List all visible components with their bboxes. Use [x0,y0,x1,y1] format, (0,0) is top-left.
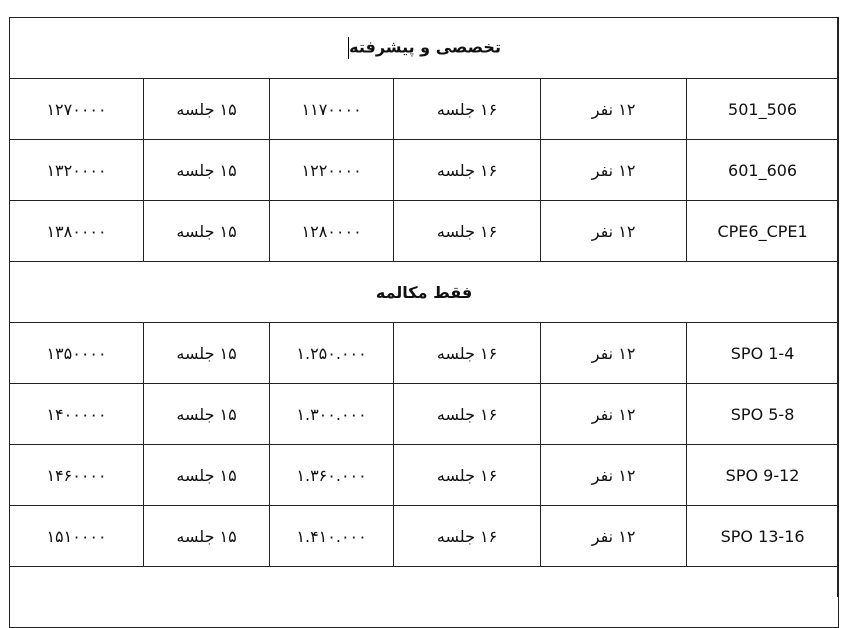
course-code-cell[interactable]: CPE6_CPE1 [687,201,839,262]
table-row [10,79,839,140]
price-b-cell[interactable]: ۱۳۵۰۰۰۰ [10,323,144,384]
course-code-cell[interactable]: 501_506 [687,79,839,140]
sessions-b-cell[interactable]: ۱۵ جلسه [144,384,270,445]
capacity-cell[interactable]: ۱۲ نفر [541,506,687,567]
capacity-cell[interactable]: ۱۲ نفر [541,384,687,445]
sessions-a-cell[interactable]: ۱۶ جلسه [394,140,541,201]
price-b-cell[interactable]: ۱۴۰۰۰۰۰ [10,384,144,445]
course-code-cell[interactable]: SPO 1-4 [687,323,839,384]
price-a-cell[interactable]: ۱.۳۰۰.۰۰۰ [270,384,394,445]
course-code-cell[interactable]: SPO 5-8 [687,384,839,445]
section-title: تخصصی و پیشرفته [349,37,501,57]
course-code-cell[interactable]: SPO 13-16 [687,506,839,567]
table-row [10,506,839,567]
price-a-cell[interactable]: ۱۱۷۰۰۰۰ [270,79,394,140]
sessions-a-cell[interactable]: ۱۶ جلسه [394,323,541,384]
capacity-cell[interactable]: ۱۲ نفر [541,201,687,262]
table-row [10,140,839,201]
table-row [10,201,839,262]
sessions-b-cell[interactable]: ۱۵ جلسه [144,140,270,201]
sessions-a-cell[interactable]: ۱۶ جلسه [394,79,541,140]
sessions-b-cell[interactable]: ۱۵ جلسه [144,79,270,140]
capacity-cell[interactable]: ۱۲ نفر [541,140,687,201]
sessions-a-cell[interactable]: ۱۶ جلسه [394,506,541,567]
sessions-b-cell[interactable]: ۱۵ جلسه [144,506,270,567]
course-code-cell[interactable]: 601_606 [687,140,839,201]
price-a-cell[interactable]: ۱.۴۱۰.۰۰۰ [270,506,394,567]
section-header-row [10,262,839,323]
price-b-cell[interactable]: ۱۳۸۰۰۰۰ [10,201,144,262]
sessions-a-cell[interactable]: ۱۶ جلسه [394,384,541,445]
price-a-cell[interactable]: ۱۲۸۰۰۰۰ [270,201,394,262]
capacity-cell[interactable]: ۱۲ نفر [541,445,687,506]
capacity-cell[interactable]: ۱۲ نفر [541,323,687,384]
course-price-table [9,17,839,628]
course-code-cell[interactable]: SPO 9-12 [687,445,839,506]
price-b-cell[interactable]: ۱۵۱۰۰۰۰ [10,506,144,567]
section-header-row [10,18,839,79]
table-row [10,445,839,506]
price-a-cell[interactable]: ۱.۳۶۰.۰۰۰ [270,445,394,506]
section-title: فقط مکالمه [375,282,473,302]
price-b-cell[interactable]: ۱۳۲۰۰۰۰ [10,140,144,201]
price-b-cell[interactable]: ۱۴۶۰۰۰۰ [10,445,144,506]
price-a-cell[interactable]: ۱۲۲۰۰۰۰ [270,140,394,201]
table-row [10,384,839,445]
table-row [10,323,839,384]
sessions-b-cell[interactable]: ۱۵ جلسه [144,323,270,384]
sessions-a-cell[interactable]: ۱۶ جلسه [394,201,541,262]
capacity-cell[interactable]: ۱۲ نفر [541,79,687,140]
sessions-b-cell[interactable]: ۱۵ جلسه [144,201,270,262]
section-title-cell[interactable] [10,18,839,79]
sessions-b-cell[interactable]: ۱۵ جلسه [144,445,270,506]
sessions-a-cell[interactable]: ۱۶ جلسه [394,445,541,506]
section-title-cell[interactable] [10,262,839,323]
document-page [9,17,838,597]
price-a-cell[interactable]: ۱.۲۵۰.۰۰۰ [270,323,394,384]
price-b-cell[interactable]: ۱۲۷۰۰۰۰ [10,79,144,140]
